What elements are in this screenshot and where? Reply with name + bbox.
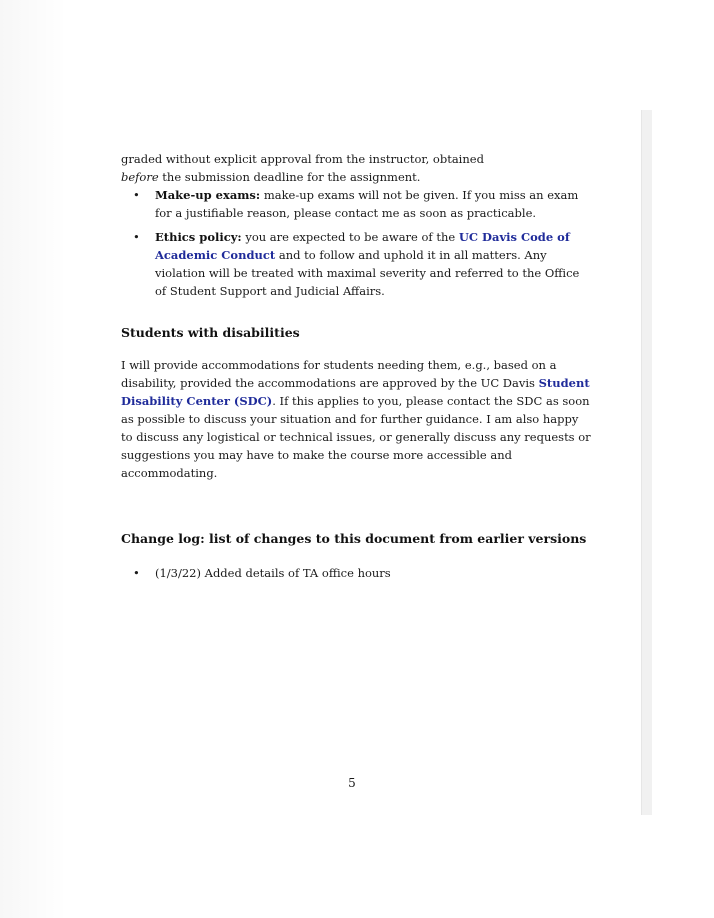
code-of-conduct-link[interactable]: UC Davis Code of Academic Conduct: [155, 230, 570, 262]
page-number: 5: [348, 776, 356, 790]
policy-list: [121, 186, 591, 300]
bullet-icon: •: [133, 566, 140, 580]
ethics-policy-label: Ethics policy:: [155, 230, 242, 244]
changelog-item: [121, 564, 591, 582]
bullet-icon: •: [133, 188, 140, 202]
bullet-icon: •: [133, 230, 140, 244]
changelog-heading: Change log: list of changes to this document from earlier versions: [121, 531, 587, 546]
list-item-ethics-policy: [121, 228, 591, 300]
makeup-exams-label: Make-up exams:: [155, 188, 261, 202]
ethics-text-before: you are expected to be aware of the: [241, 230, 459, 244]
continued-paragraph: [121, 150, 511, 186]
document-page: [121, 150, 591, 588]
disabilities-text-before: I will provide accommodations for students needing them, e.g., based on a disability, provided the accommodations are approved by the UC Davis: [121, 358, 557, 390]
ethics-text-after: and to follow and uphold it in all matters. Any violation will be treated with maximal severity and referred to the Office of Student Support and Judicial Affairs.: [155, 248, 580, 298]
disabilities-text-after: . If this applies to you, please contact the SDC as soon as possible to discuss your situation and for further guidance. I am also happy to discuss any logistical or technical issues, or generally discuss any requests or suggestions you may have to make the course more accessible and accommodating.: [121, 394, 591, 480]
sdc-link[interactable]: Student Disability Center (SDC): [121, 376, 590, 408]
scrollbar-track[interactable]: [641, 110, 652, 815]
page-edge-shadow: [0, 0, 96, 918]
disabilities-paragraph: [121, 356, 591, 482]
emphasis-before: before: [121, 170, 159, 184]
disabilities-heading: Students with disabilities: [121, 325, 300, 340]
continued-text-end: the submission deadline for the assignment.: [158, 170, 421, 184]
changelog-list: [121, 564, 591, 582]
list-item-makeup-exams: [121, 186, 591, 222]
makeup-exams-text: make-up exams will not be given. If you miss an exam for a justifiable reason, please contact me as soon as practicable.: [155, 188, 579, 220]
changelog-item-text: (1/3/22) Added details of TA office hours: [155, 566, 391, 580]
continued-text-start: graded without explicit approval from the instructor, obtained: [121, 152, 484, 166]
